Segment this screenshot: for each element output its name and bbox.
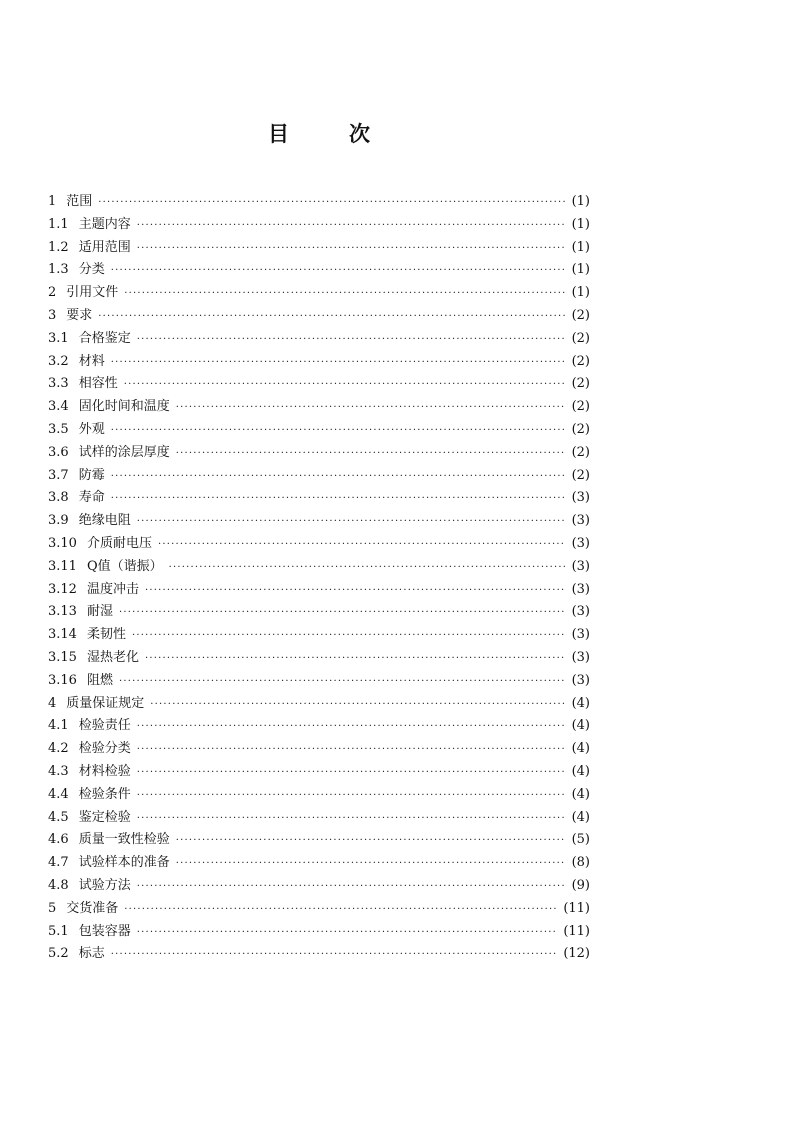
toc-entry-page: (9) — [571, 877, 590, 893]
toc-entry-number: 3.6 — [48, 444, 69, 460]
toc-entry[interactable] — [48, 281, 590, 304]
toc-entry-label: 检验责任 — [78, 718, 131, 734]
toc-leader-dots — [176, 448, 566, 459]
toc-entry-number: 3.16 — [48, 672, 77, 688]
toc-entry-page: (2) — [571, 421, 590, 437]
toc-leader-dots — [124, 288, 565, 299]
toc-leader-dots — [137, 813, 566, 824]
toc-entry-label: 适用范围 — [78, 239, 131, 255]
toc-leader-dots — [111, 493, 566, 504]
toc-entry-number: 3.11 — [48, 558, 77, 574]
toc-entry-number: 3 — [48, 307, 57, 323]
toc-leader-dots — [137, 881, 566, 892]
toc-entry-page: (1) — [571, 194, 590, 209]
toc-leader-dots — [137, 243, 566, 254]
toc-entry-label: 相容性 — [78, 376, 118, 392]
toc-entry-number: 4.5 — [48, 809, 69, 825]
toc-entry-page: (1) — [571, 239, 590, 255]
toc-leader-dots — [137, 516, 566, 527]
toc-entry-page: (3) — [571, 604, 590, 620]
toc-leader-dots — [145, 585, 566, 596]
toc-entry-page: (2) — [571, 307, 590, 323]
toc-entry[interactable] — [48, 897, 590, 920]
toc-entry[interactable] — [48, 760, 590, 783]
toc-entry-number: 1 — [48, 194, 57, 209]
toc-leader-dots — [150, 699, 565, 710]
toc-entry-number: 3.3 — [48, 376, 69, 392]
toc-entry-number: 3.4 — [48, 399, 69, 415]
toc-entry-number: 3.10 — [48, 535, 77, 551]
toc-entry-page: (4) — [571, 763, 590, 779]
toc-entry-number: 3.13 — [48, 604, 77, 620]
toc-entry[interactable] — [48, 714, 590, 737]
toc-entry-page: (3) — [571, 535, 590, 551]
toc-entry-number: 4.2 — [48, 741, 69, 757]
toc-leader-dots — [124, 379, 566, 390]
toc-entry-label: 范围 — [66, 194, 93, 209]
toc-entry-label: 鉴定检验 — [78, 809, 131, 825]
toc-entry[interactable] — [48, 942, 590, 965]
toc-entry-label: 分类 — [78, 262, 105, 278]
table-of-contents — [48, 190, 590, 965]
toc-entry-number: 1.2 — [48, 239, 69, 255]
toc-entry[interactable] — [48, 350, 590, 373]
toc-leader-dots — [137, 767, 566, 778]
toc-entry-page: (1) — [571, 216, 590, 232]
toc-leader-dots — [137, 721, 566, 732]
toc-leader-dots — [119, 607, 566, 618]
toc-entry[interactable] — [48, 555, 590, 578]
toc-entry-number: 5.1 — [48, 923, 69, 939]
toc-entry-label: 外观 — [78, 421, 105, 437]
toc-entry-page: (4) — [571, 809, 590, 825]
toc-entry-label: 合格鉴定 — [78, 330, 131, 346]
toc-entry[interactable] — [48, 441, 590, 464]
toc-entry[interactable] — [48, 692, 590, 715]
toc-entry-number: 3.12 — [48, 581, 77, 597]
toc-entry-page: (4) — [571, 786, 590, 802]
toc-leader-dots — [132, 630, 566, 641]
toc-leader-dots — [119, 676, 566, 687]
toc-entry-page: (12) — [563, 946, 590, 962]
toc-entry-page: (5) — [571, 832, 590, 848]
toc-entry-page: (4) — [571, 695, 590, 711]
toc-entry[interactable] — [48, 486, 590, 509]
toc-entry[interactable] — [48, 418, 590, 441]
toc-entry-page: (1) — [571, 262, 590, 278]
toc-entry-label: 试样的涂层厚度 — [78, 444, 170, 460]
toc-entry[interactable] — [48, 213, 590, 236]
toc-entry-page: (4) — [571, 741, 590, 757]
toc-leader-dots — [98, 311, 565, 322]
toc-entry-number: 4.6 — [48, 832, 69, 848]
toc-entry-label: 材料 — [78, 353, 105, 369]
toc-entry-label: 温度冲击 — [86, 581, 139, 597]
toc-leader-dots — [137, 790, 566, 801]
toc-entry-label: 耐湿 — [86, 604, 113, 620]
toc-entry-page: (2) — [571, 467, 590, 483]
toc-entry-number: 3.7 — [48, 467, 69, 483]
toc-leader-dots — [176, 858, 566, 869]
toc-entry-label: 要求 — [66, 307, 93, 323]
toc-entry-number: 3.9 — [48, 513, 69, 529]
toc-entry-number: 4.4 — [48, 786, 69, 802]
page-title — [0, 118, 792, 148]
toc-entry-label: 质量一致性检验 — [78, 832, 170, 848]
toc-entry-label: 固化时间和温度 — [78, 399, 170, 415]
toc-entry-page: (3) — [571, 513, 590, 529]
toc-leader-dots — [111, 265, 566, 276]
toc-entry-page: (3) — [571, 672, 590, 688]
toc-leader-dots — [169, 562, 566, 573]
toc-entry-number: 3.2 — [48, 353, 69, 369]
toc-entry-number: 5.2 — [48, 946, 69, 962]
toc-leader-dots — [111, 949, 558, 960]
toc-entry[interactable] — [48, 669, 590, 692]
toc-leader-dots — [176, 402, 566, 413]
toc-entry-label: 材料检验 — [78, 763, 131, 779]
toc-entry-number: 4.7 — [48, 855, 69, 871]
toc-entry[interactable] — [48, 623, 590, 646]
toc-entry-label: 柔韧性 — [86, 627, 126, 643]
toc-entry-number: 4 — [48, 695, 57, 711]
toc-entry[interactable] — [48, 600, 590, 623]
toc-entry-label: 阻燃 — [86, 672, 113, 688]
toc-entry[interactable] — [48, 806, 590, 829]
toc-entry[interactable] — [48, 737, 590, 760]
toc-entry-page: (4) — [571, 718, 590, 734]
toc-leader-dots — [111, 425, 566, 436]
toc-leader-dots — [111, 471, 566, 482]
toc-entry[interactable] — [48, 190, 590, 213]
toc-entry-number: 4.1 — [48, 718, 69, 734]
toc-entry-number: 1.3 — [48, 262, 69, 278]
toc-entry-page: (3) — [571, 581, 590, 597]
toc-leader-dots — [137, 927, 558, 938]
toc-leader-dots — [124, 904, 557, 915]
toc-entry[interactable] — [48, 578, 590, 601]
toc-entry-label: 质量保证规定 — [66, 695, 145, 711]
toc-entry-label: 防霉 — [78, 467, 105, 483]
toc-entry-number: 3.1 — [48, 330, 69, 346]
toc-entry[interactable] — [48, 851, 590, 874]
toc-entry-page: (3) — [571, 649, 590, 665]
toc-entry-page: (2) — [571, 444, 590, 460]
page-title-char-1: 目 — [268, 121, 289, 146]
toc-entry-page: (3) — [571, 490, 590, 506]
toc-entry-label: 引用文件 — [66, 285, 119, 301]
toc-leader-dots — [137, 744, 566, 755]
toc-entry-label: 介质耐电压 — [86, 535, 152, 551]
toc-entry[interactable] — [48, 646, 590, 669]
toc-entry[interactable] — [48, 464, 590, 487]
toc-entry-label: 检验条件 — [78, 786, 131, 802]
toc-entry-page: (11) — [563, 923, 590, 939]
toc-entry-label: 试验样本的准备 — [78, 855, 170, 871]
toc-entry[interactable] — [48, 783, 590, 806]
toc-entry-label: Q值（谐振） — [86, 558, 163, 574]
toc-entry[interactable] — [48, 327, 590, 350]
toc-entry-number: 3.15 — [48, 649, 77, 665]
page-title-char-2: 次 — [349, 121, 370, 146]
toc-entry-label: 标志 — [78, 946, 105, 962]
toc-leader-dots — [137, 220, 566, 231]
toc-entry[interactable] — [48, 372, 590, 395]
toc-entry-page: (1) — [571, 285, 590, 301]
toc-entry[interactable] — [48, 532, 590, 555]
toc-entry-number: 3.8 — [48, 490, 69, 506]
toc-leader-dots — [176, 835, 566, 846]
toc-entry-label: 检验分类 — [78, 741, 131, 757]
toc-entry-label: 交货准备 — [66, 900, 119, 916]
toc-entry-number: 5 — [48, 900, 57, 916]
toc-entry-page: (2) — [571, 399, 590, 415]
toc-entry-page: (2) — [571, 376, 590, 392]
toc-entry[interactable] — [48, 258, 590, 281]
toc-entry-label: 绝缘电阻 — [78, 513, 131, 529]
toc-entry-number: 3.5 — [48, 421, 69, 437]
toc-leader-dots — [137, 334, 566, 345]
toc-entry[interactable] — [48, 920, 590, 943]
toc-leader-dots — [145, 653, 566, 664]
toc-entry-page: (11) — [563, 900, 590, 916]
toc-entry-number: 2 — [48, 285, 57, 301]
toc-entry[interactable] — [48, 509, 590, 532]
toc-entry[interactable] — [48, 395, 590, 418]
toc-entry-label: 试验方法 — [78, 877, 131, 893]
toc-entry-page: (3) — [571, 558, 590, 574]
toc-entry-label: 包装容器 — [78, 923, 131, 939]
toc-leader-dots — [158, 539, 566, 550]
toc-entry[interactable] — [48, 304, 590, 327]
toc-entry-number: 3.14 — [48, 627, 77, 643]
toc-entry[interactable] — [48, 874, 590, 897]
toc-entry-page: (2) — [571, 353, 590, 369]
toc-entry-page: (2) — [571, 330, 590, 346]
toc-entry[interactable] — [48, 236, 590, 259]
toc-entry[interactable] — [48, 828, 590, 851]
toc-entry-label: 寿命 — [78, 490, 105, 506]
toc-entry-number: 1.1 — [48, 216, 69, 232]
toc-entry-page: (3) — [571, 627, 590, 643]
toc-entry-page: (8) — [571, 855, 590, 871]
toc-entry-number: 4.3 — [48, 763, 69, 779]
toc-entry-label: 主题内容 — [78, 216, 131, 232]
toc-entry-label: 湿热老化 — [86, 649, 139, 665]
toc-entry-number: 4.8 — [48, 877, 69, 893]
toc-leader-dots — [111, 357, 566, 368]
toc-leader-dots — [98, 197, 565, 208]
